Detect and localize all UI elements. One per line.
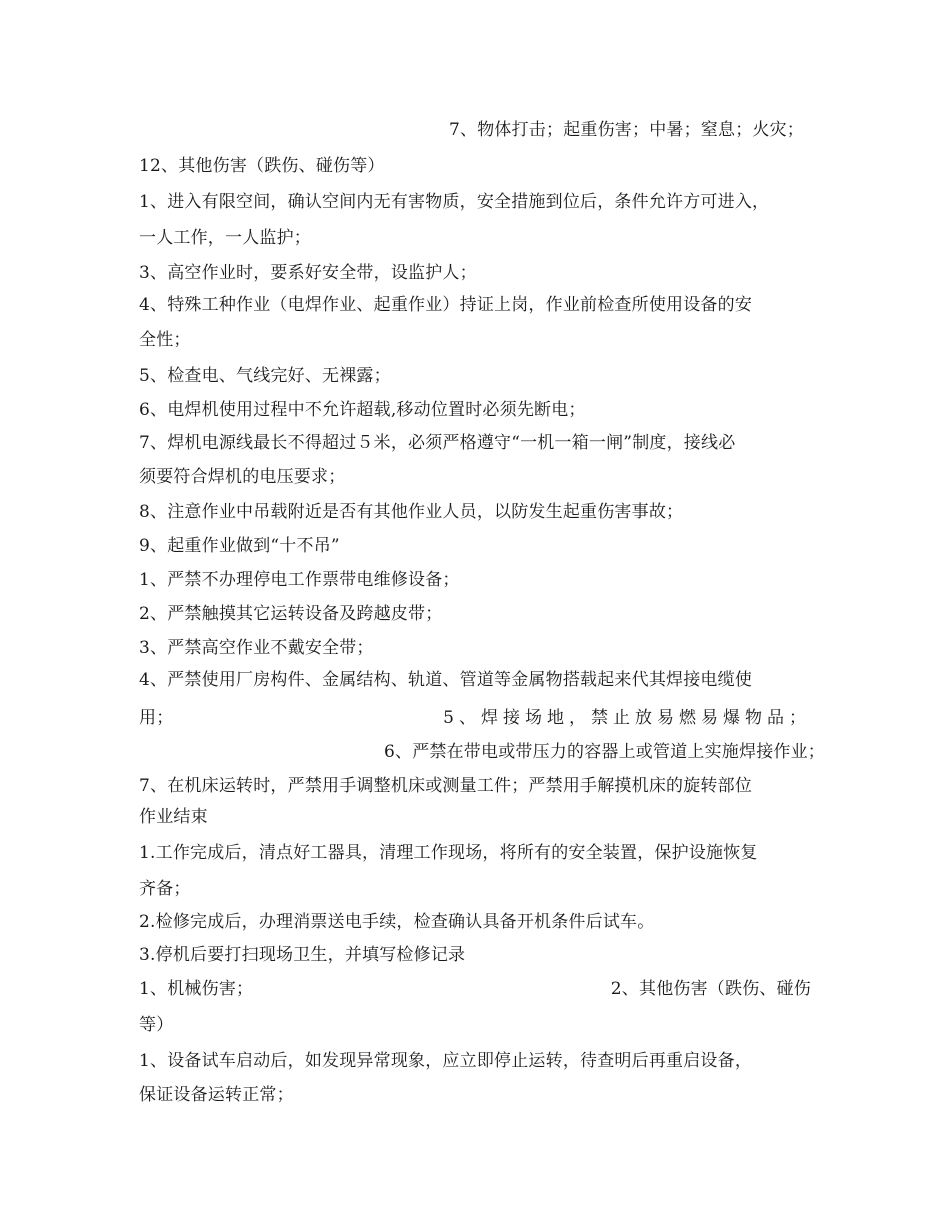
text-line: 1.工作完成后，清点好工器具，清理工作现场，将所有的安全装置，保护设施恢复 [139, 843, 758, 863]
text-line: 6、严禁在带电或带压力的容器上或管道上实施焊接作业； [383, 742, 825, 762]
text-segment: 用； [139, 708, 174, 728]
text-line: 3、严禁高空作业不戴安全带； [139, 638, 374, 658]
text-line: 1、进入有限空间，确认空间内无有害物质，安全措施到位后，条件允许方可进入， [139, 192, 770, 212]
text-line: 7、物体打击；起重伤害；中暑；窒息；火灾； [448, 120, 804, 140]
text-line: 3.停机后要打扫现场卫生，并填写检修记录 [139, 945, 466, 965]
text-line: 3、高空作业时，要系好安全带，设监护人； [139, 263, 477, 283]
text-line: 4、严禁使用厂房构件、金属结构、轨道、管道等金属物搭载起来代其焊接电缆使 [139, 670, 753, 690]
text-line: 8、注意作业中吊载附近是否有其他作业人员，以防发生起重伤害事故； [139, 502, 684, 522]
text-line: 7、在机床运转时，严禁用手调整机床或测量工件；严禁用手解摸机床的旋转部位 [139, 776, 753, 796]
text-line: 7、焊机电源线最长不得超过５米，必须严格遵守“一机一箱一闸”制度，接线必 [139, 433, 736, 453]
split-line [139, 974, 811, 1004]
text-line: 5、检查电、气线完好、无裸露； [139, 366, 391, 386]
text-line: 1、严禁不办理停电工作票带电维修设备； [139, 570, 460, 590]
text-line: 须要符合焊机的电压要求； [139, 467, 346, 487]
text-line: 全性； [139, 330, 191, 350]
text-line: 9、起重作业做到“十不吊” [139, 536, 340, 556]
text-line: 6、电焊机使用过程中不允许超载,移动位置时必须先断电； [139, 400, 586, 420]
text-segment: 2、其他伤害（跌伤、碰伤 [610, 979, 811, 999]
section-heading: 作业结束 [139, 807, 208, 827]
text-segment: 5、焊接场地，禁止放易燃易爆物品； [443, 708, 811, 728]
text-line: 保证设备运转正常； [139, 1085, 294, 1105]
text-line: 等） [139, 1015, 174, 1035]
text-line: 2、严禁触摸其它运转设备及跨越皮带； [139, 604, 443, 624]
split-line [139, 703, 811, 733]
text-line: 一人工作，一人监护； [139, 228, 311, 248]
text-segment: 1、机械伤害； [139, 979, 254, 999]
text-line: 齐备； [139, 879, 191, 899]
text-line: 1、设备试车启动后，如发现异常现象，应立即停止运转，待查明后再重启设备， [139, 1051, 753, 1071]
text-line: 12、其他伤害（跌伤、碰伤等） [139, 156, 385, 176]
text-line: 4、特殊工种作业（电焊作业、起重作业）持证上岗，作业前检查所使用设备的安 [139, 295, 753, 315]
text-line: 2.检修完成后，办理消票送电手续，检查确认具备开机条件后试车。 [139, 912, 655, 932]
